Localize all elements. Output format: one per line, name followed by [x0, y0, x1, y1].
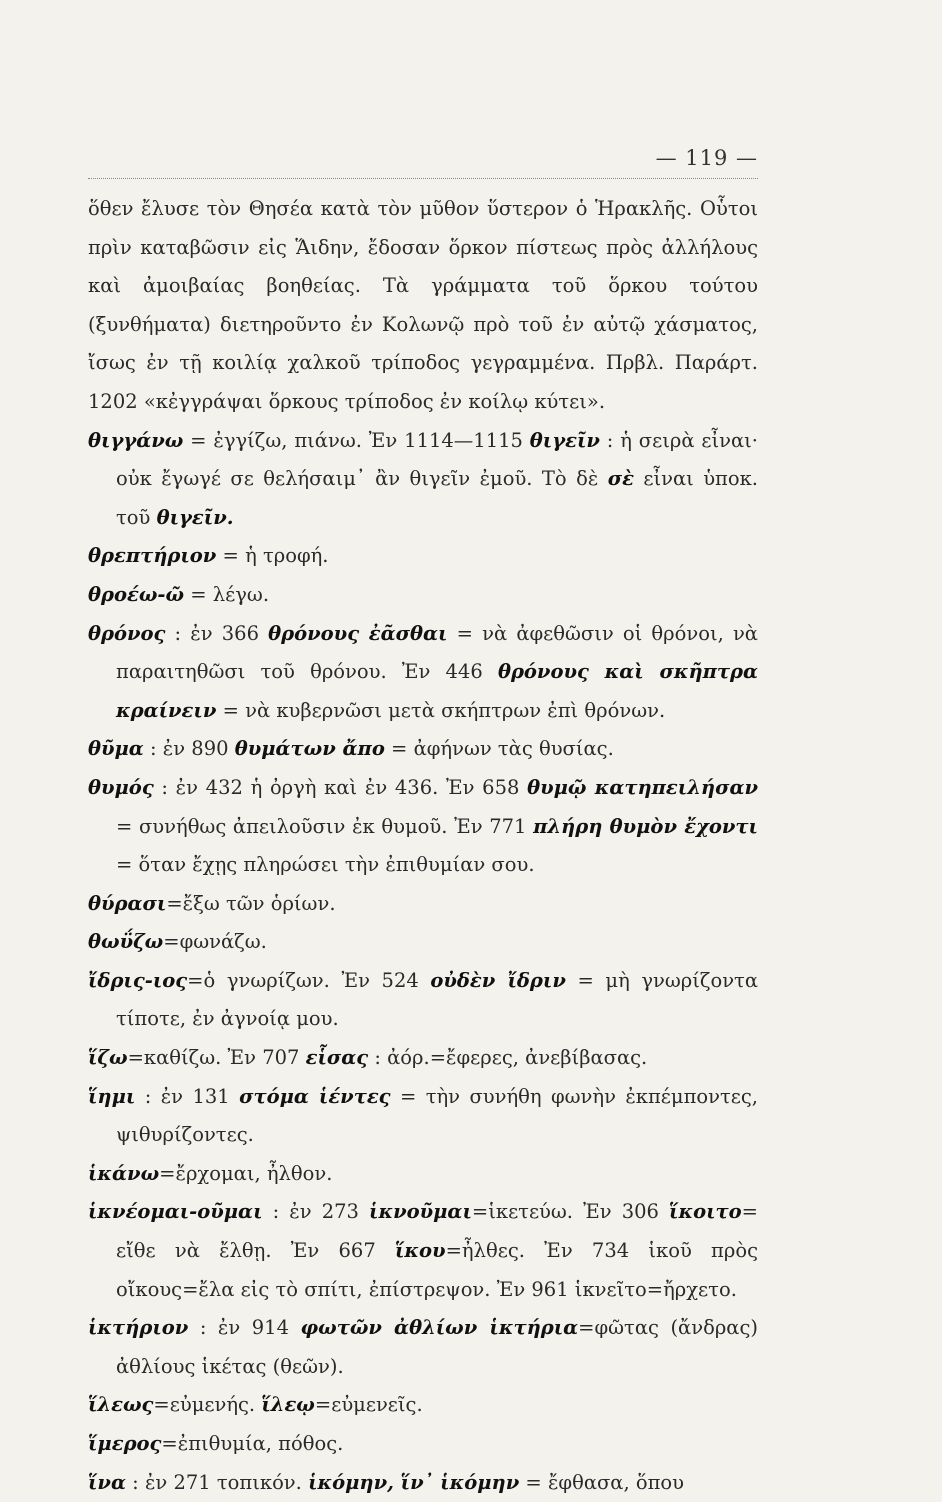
glossary-entry: [88, 615, 758, 731]
headword: ἵημι: [88, 1084, 136, 1108]
glossary-entry: [88, 1464, 758, 1502]
entry-text: =καθίζω. Ἐν 707: [127, 1046, 306, 1070]
header-rule: [88, 178, 758, 179]
entry-text: =ὁ γνωρίζων. Ἐν 524: [187, 968, 431, 992]
cited-term: ἵκου: [395, 1239, 446, 1263]
entry-text: = ἀφήνων τὰς θυσίας.: [384, 737, 614, 761]
entry-text: : ἐν 366: [165, 621, 269, 645]
entry-text: =εὐμενής.: [153, 1393, 262, 1417]
entry-text: = λέγω.: [184, 582, 270, 606]
entry-text: : ἀόρ.=ἔφερες, ἀνεβίβασας.: [368, 1046, 648, 1070]
entry-text: : ἡ σειρὰ εἶναι· οὐκ ἔγωγέ σε θελήσαιμ᾽ ἂν θιγεῖν ἐμοῦ. Τὸ δὲ: [116, 428, 758, 491]
glossary-entry: [88, 962, 758, 1039]
glossary-entry: [88, 422, 758, 538]
cited-term: πλήρη θυμὸν ἔχοντι: [533, 814, 758, 838]
cited-term: στόμα ἱέντες: [239, 1084, 391, 1108]
glossary-entry: [88, 537, 758, 576]
headword: ἱκτήριον: [88, 1316, 189, 1340]
headword: ἵζω: [88, 1046, 128, 1070]
cited-term: θυμάτων ἄπο: [234, 737, 385, 761]
glossary-entry: [88, 923, 758, 962]
glossary-entry: [88, 1078, 758, 1155]
headword: ἴδρις-ιος: [88, 968, 188, 992]
entry-text: : ἐν 273: [262, 1200, 370, 1224]
entry-text: εἶναι ὑποκ. τοῦ: [116, 467, 758, 529]
headword: θιγγάνω: [88, 428, 184, 452]
glossary-entry: [88, 1155, 758, 1194]
cited-term: φωτῶν ἀθλίων ἱκτήρια: [300, 1316, 579, 1340]
headword: θρόνος: [88, 621, 166, 645]
cited-term: θιγεῖν: [529, 428, 600, 452]
headword: θυμός: [88, 775, 154, 799]
glossary-entry: [88, 1193, 758, 1309]
page-body: [88, 190, 758, 1502]
glossary-entry: [88, 885, 758, 924]
entry-text: = εἴθε νὰ ἔλθῃ. Ἐν 667: [116, 1200, 758, 1263]
headword: ἱκνέομαι-οῦμαι: [88, 1200, 263, 1224]
entry-text: =εὐμενεῖς.: [314, 1393, 423, 1417]
entry-text: : ἐν 890: [143, 737, 235, 761]
glossary-entries: [88, 422, 758, 1502]
entry-text: =ἐπιθυμία, πόθος.: [161, 1432, 344, 1455]
cited-term: θιγεῖν.: [156, 505, 234, 529]
headword: θρεπτήριον: [88, 544, 217, 568]
glossary-entry: [88, 730, 758, 769]
headword: θῦμα: [88, 737, 144, 761]
cited-term: ἵκοιτο: [669, 1200, 742, 1224]
cited-term: ἱκόμην, ἵν᾽ ἱκόμην: [308, 1470, 520, 1494]
glossary-entry: [88, 1309, 758, 1386]
entry-text: = νὰ κυβερνῶσι μετὰ σκήπτρων ἐπὶ θρόνων.: [216, 698, 666, 722]
entry-text: = συνήθως ἀπειλοῦσιν ἐκ θυμοῦ. Ἐν 771: [116, 814, 534, 838]
entry-text: : ἐν 131: [135, 1084, 240, 1108]
headword: ἱκάνω: [88, 1161, 160, 1185]
cited-term: σὲ: [607, 467, 634, 491]
entry-text: : ἐν 914: [188, 1316, 301, 1340]
entry-text: = ἡ τροφή.: [216, 544, 329, 568]
entry-text: =ἔρχομαι, ἦλθον.: [159, 1161, 333, 1185]
cited-term: θρόνους καὶ σκῆπτρα κραίνειν: [116, 660, 758, 722]
glossary-entry: [88, 769, 758, 885]
headword: ἵνα: [88, 1470, 126, 1494]
entry-text: = μὴ γνωρίζοντα τίποτε, ἐν ἀγνοίᾳ μου.: [116, 968, 759, 1031]
entry-text: =φῶτας (ἄνδρας) ἀθλίους ἱκέτας (θεῶν).: [116, 1316, 758, 1378]
headword: ἵλεως: [88, 1393, 154, 1417]
headword: θύρασι: [88, 891, 167, 915]
cited-term: θρόνους ἐᾶσθαι: [268, 621, 448, 645]
entry-text: = ἔφθασα, ὅπου: [519, 1470, 685, 1494]
headword: θροέω-ῶ: [88, 582, 185, 606]
cited-term: ἱκνοῦμαι: [369, 1200, 472, 1224]
cited-term: θυμῷ κατηπειλήσαν: [527, 775, 758, 799]
headword: θωΰζω: [88, 930, 164, 954]
entry-text: = νὰ ἀφεθῶσιν οἱ θρόνοι, νὰ παραιτηθῶσι τοῦ θρόνου. Ἐν 446: [116, 621, 758, 684]
entry-text: = τὴν συνήθη φωνὴν ἐκπέμποντες, ψιθυρίζοντες.: [116, 1084, 758, 1147]
entry-text: =ἦλθες. Ἐν 734 ἱκοῦ πρὸς οἴκους=ἔλα εἰς τὸ σπίτι, ἐπίστρεψον. Ἐν 961 ἱκνεῖτο=ἤρχετο.: [116, 1239, 758, 1301]
glossary-entry: [88, 1386, 758, 1425]
entry-text: : ἐν 271 τοπικόν.: [125, 1470, 309, 1494]
entry-text: = ὅταν ἔχῃς πληρώσει τὴν ἐπιθυμίαν σου.: [116, 853, 535, 877]
glossary-entry: [88, 1039, 758, 1078]
entry-text: : ἐν 432 ἡ ὀργὴ καὶ ἐν 436. Ἐν 658: [153, 775, 528, 799]
entry-text: =ἱκετεύω. Ἐν 306: [471, 1200, 670, 1224]
glossary-entry: [88, 576, 758, 615]
page-number: — 119 —: [655, 146, 758, 170]
entry-text: =ἔξω τῶν ὁρίων.: [166, 891, 336, 915]
entry-text: = ἐγγίζω, πιάνω. Ἐν 1114—1115: [183, 428, 530, 452]
cited-term: ἵλεῳ: [261, 1393, 315, 1417]
intro-paragraph: ὅθεν ἔλυσε τὸν Θησέα κατὰ τὸν μῦθον ὕστερον ὁ Ἡρακλῆς. Οὗτοι πρὶν καταβῶσιν εἰς Ἅιδην, ἔδοσαν ὅρκον πίστεως πρὸς ἀλλήλους καὶ ἀμοιβαίας βοηθείας. Τὰ γράμματα τοῦ ὅρκου τούτου (ξυνθήματα) διετηροῦντο ἐν Κολωνῷ πρὸ τοῦ ἐν αὐτῷ χάσματος, ἴσως ἐν τῇ κοιλίᾳ χαλκοῦ τρίποδος γεγραμμένα. Πρβλ. Παράρτ. 1202 «κἐγγράψαι ὅρκους τρίποδος ἐν κοίλῳ κύτει».: [88, 197, 758, 413]
glossary-entry: [88, 1425, 758, 1464]
cited-term: οὐδὲν ἴδριν: [430, 968, 566, 992]
cited-term: εἷσας: [305, 1046, 369, 1070]
entry-text: =φωνάζω.: [163, 930, 267, 954]
headword: ἵμερος: [88, 1432, 162, 1455]
